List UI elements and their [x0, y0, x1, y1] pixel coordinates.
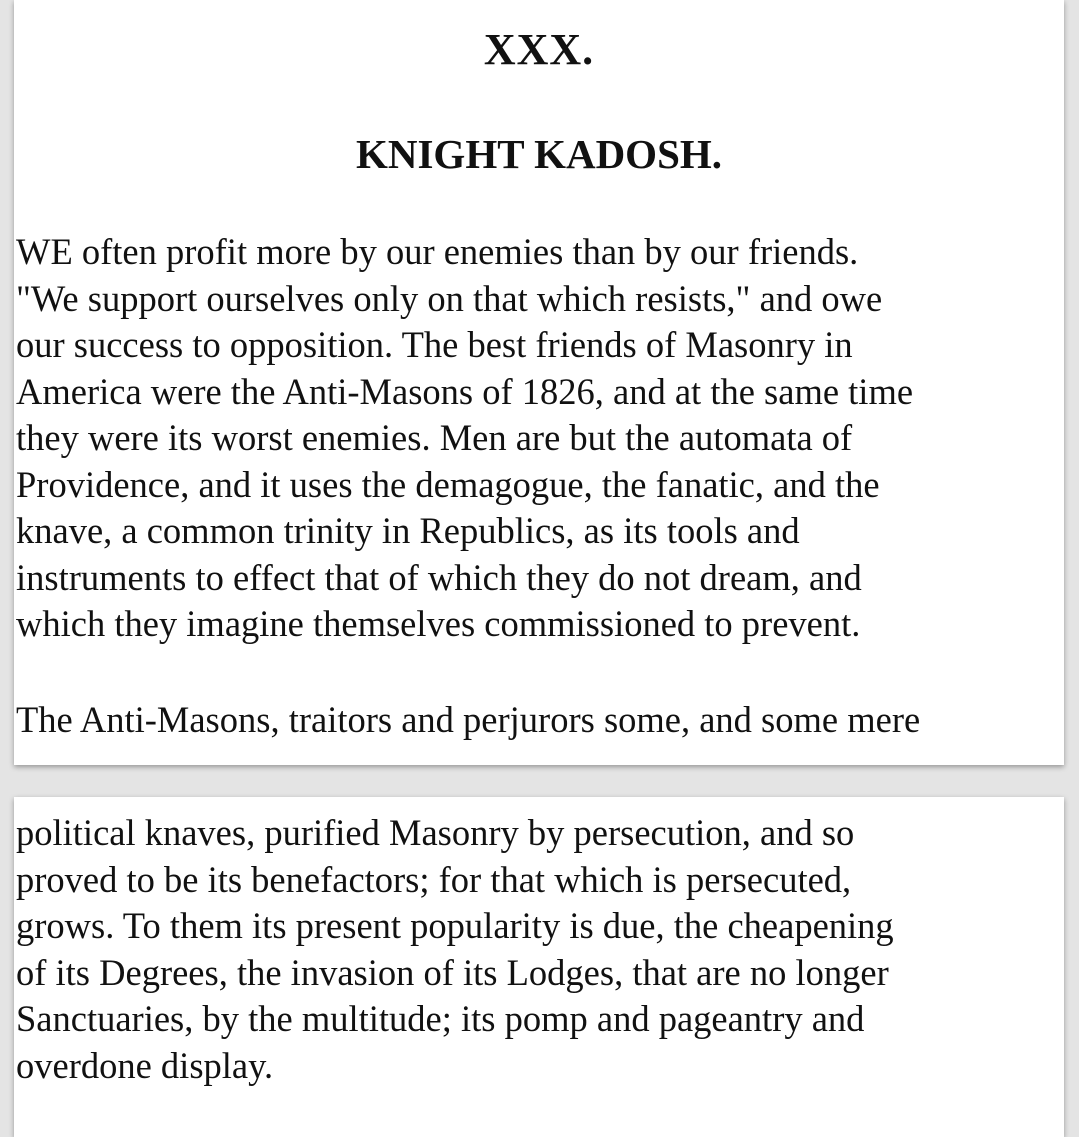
- text-line: "We support ourselves only on that which resists," and owe: [16, 277, 883, 319]
- text-line: The Anti-Masons, traitors and perjurors some, and some mere: [16, 699, 921, 740]
- paragraph-continued: [16, 810, 1060, 1089]
- text-line: proved to be its benefactors; for that which is persecuted,: [16, 858, 852, 900]
- chapter-title: KNIGHT KADOSH.: [355, 131, 723, 177]
- text-line: knave, a common trinity in Republics, as its tools and: [16, 510, 800, 551]
- text-line: Providence, and it uses the demagogue, the fanatic, and the: [16, 463, 880, 505]
- text-line: grows. To them its present popularity is due, the cheapening: [16, 905, 894, 946]
- text-line: instruments to effect that of which they do not dream, and: [16, 556, 862, 598]
- page-two: [14, 797, 1064, 1137]
- text-line: WE often profit more by our enemies than by our friends.: [16, 231, 859, 272]
- paragraph-two: [16, 697, 1060, 744]
- text-line: they were its worst enemies. Men are but the automata of: [16, 417, 853, 458]
- text-line: which they imagine themselves commissioned to prevent.: [16, 603, 861, 644]
- text-line: our success to opposition. The best friends of Masonry in: [16, 324, 853, 365]
- text-line: overdone display.: [16, 1044, 274, 1086]
- text-line: of its Degrees, the invasion of its Lodges, that are no longer: [16, 951, 889, 993]
- page-one: [14, 0, 1064, 765]
- text-line: America were the Anti-Masons of 1826, and at the same time: [16, 370, 914, 412]
- paragraph-one: [16, 229, 1060, 648]
- text-line: political knaves, purified Masonry by persecution, and so: [16, 812, 855, 853]
- chapter-number: XXX.: [483, 25, 595, 74]
- text-line: Sanctuaries, by the multitude; its pomp and pageantry and: [16, 998, 865, 1039]
